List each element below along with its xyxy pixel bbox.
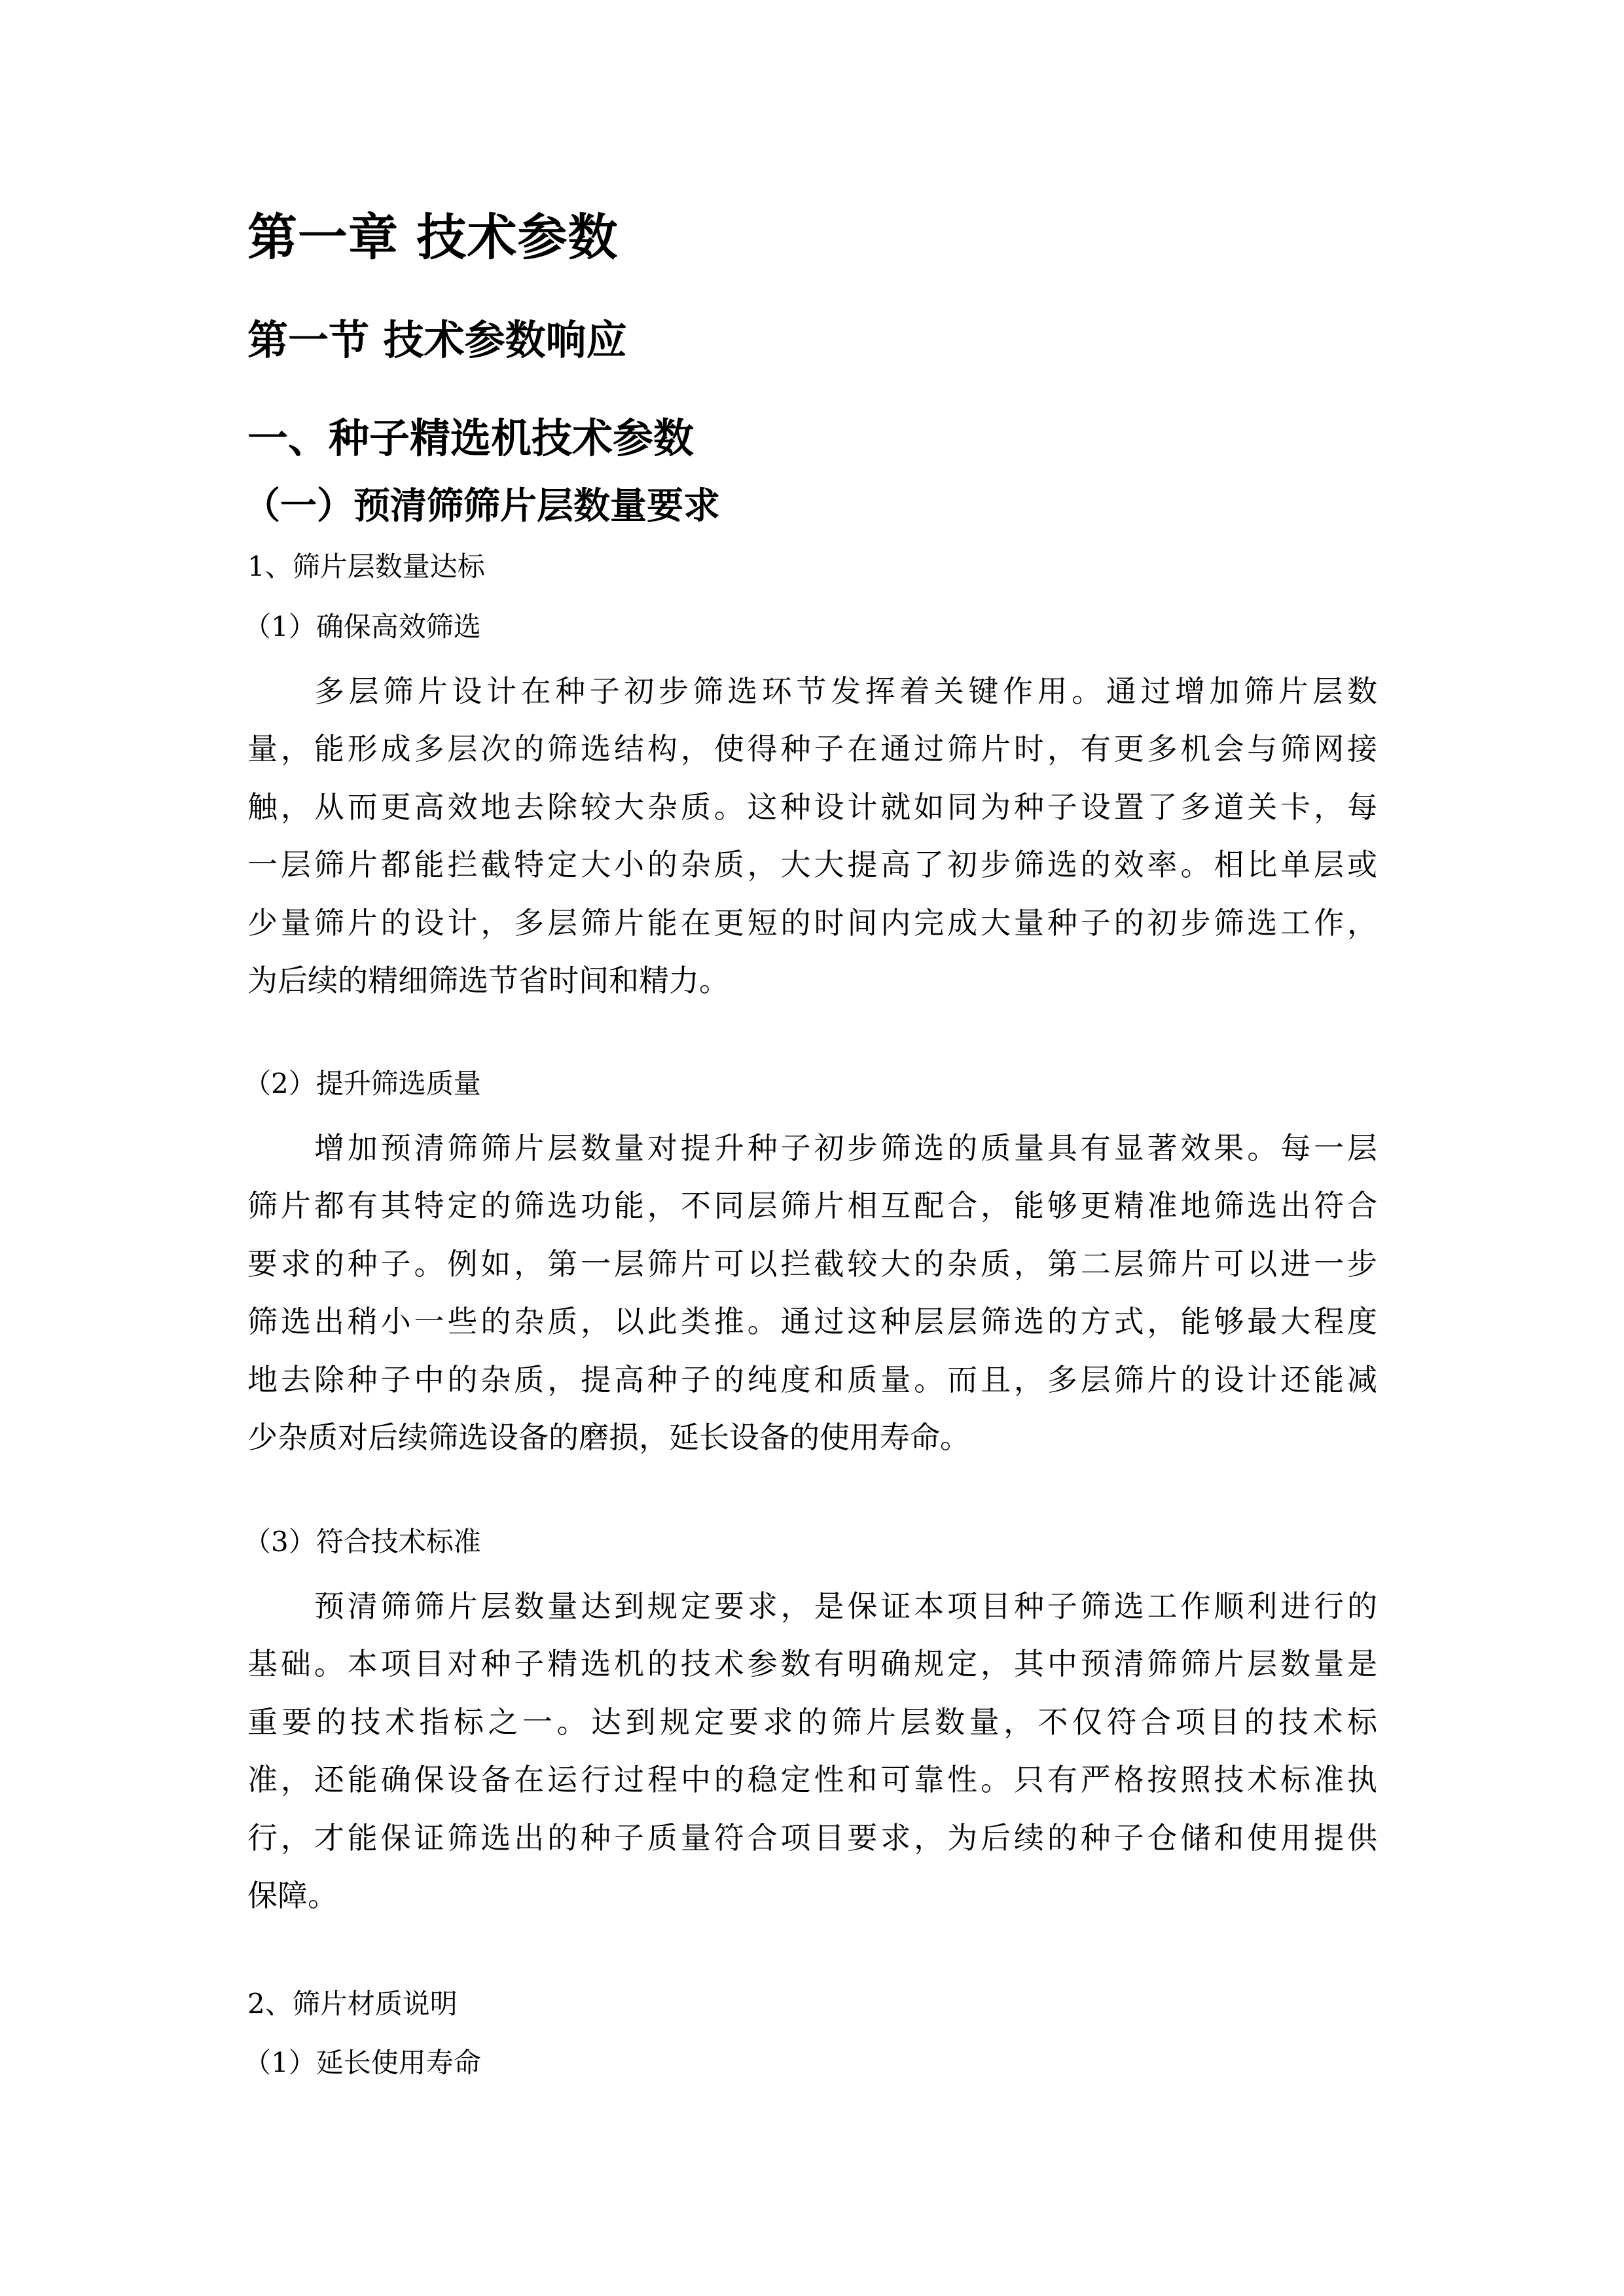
point-heading-2-1: （1）延长使用寿命 <box>244 2047 481 2079</box>
subsection-title: （一）预清筛筛片层数量要求 <box>244 484 720 528</box>
paragraph-line: 重要的技术指标之一。达到规定要求的筛片层数量，不仅符合项目的技术标 <box>247 1704 1377 1740</box>
paragraph-1-2 <box>247 1119 1377 1466</box>
paragraph-line: 少量筛片的设计，多层筛片能在更短的时间内完成大量种子的初步筛选工作， <box>247 905 1377 941</box>
paragraph-line: 筛选出稍小一些的杂质，以此类推。通过这种层层筛选的方式，能够最大程度 <box>247 1304 1377 1340</box>
paragraph-line: 一层筛片都能拦截特定大小的杂质，大大提高了初步筛选的效率。相比单层或 <box>247 847 1377 883</box>
paragraph-line: 准，还能确保设备在运行过程中的稳定性和可靠性。只有严格按照技术标准执 <box>247 1762 1377 1798</box>
part-title: 一、种子精选机技术参数 <box>247 414 695 462</box>
section-title: 第一节 技术参数响应 <box>247 316 627 364</box>
point-heading-1-1: （1）确保高效筛选 <box>244 611 481 643</box>
paragraph-1-3 <box>247 1577 1377 1924</box>
paragraph-1-1 <box>247 662 1377 1009</box>
chapter-title: 第一章 技术参数 <box>247 208 619 266</box>
paragraph-line: 基础。本项目对种子精选机的技术参数有明确规定，其中预清筛筛片层数量是 <box>247 1646 1377 1682</box>
paragraph-line: 触，从而更高效地去除较大杂质。这种设计就如同为种子设置了多道关卡，每 <box>247 789 1377 825</box>
paragraph-line: 预清筛筛片层数量达到规定要求，是保证本项目种子筛选工作顺利进行的 <box>314 1588 1377 1624</box>
paragraph-line: 地去除种子中的杂质，提高种子的纯度和质量。而且，多层筛片的设计还能减 <box>247 1361 1377 1397</box>
point-heading-1-3: （3）符合技术标准 <box>244 1526 481 1558</box>
paragraph-line: 多层筛片设计在种子初步筛选环节发挥着关键作用。通过增加筛片层数 <box>314 673 1377 709</box>
point-heading-1-2: （2）提升筛选质量 <box>244 1067 481 1100</box>
paragraph-line: 量，能形成多层次的筛选结构，使得种子在通过筛片时，有更多机会与筛网接 <box>247 731 1377 767</box>
paragraph-line: 行，才能保证筛选出的种子质量符合项目要求，为后续的种子仓储和使用提供 <box>247 1820 1377 1856</box>
paragraph-line: 增加预清筛筛片层数量对提升种子初步筛选的质量具有显著效果。每一层 <box>314 1130 1377 1166</box>
paragraph-line: 要求的种子。例如，第一层筛片可以拦截较大的杂质，第二层筛片可以进一步 <box>247 1246 1377 1282</box>
paragraph-line: 保障。 <box>247 1878 338 1914</box>
paragraph-line: 少杂质对后续筛选设备的磨损，延长设备的使用寿命。 <box>247 1420 970 1456</box>
item-heading-1: 1、筛片层数量达标 <box>247 550 485 583</box>
item-heading-2: 2、筛片材质说明 <box>247 1988 458 2020</box>
paragraph-line: 筛片都有其特定的筛选功能，不同层筛片相互配合，能够更精准地筛选出符合 <box>247 1188 1377 1224</box>
paragraph-line: 为后续的精细筛选节省时间和精力。 <box>247 963 729 999</box>
